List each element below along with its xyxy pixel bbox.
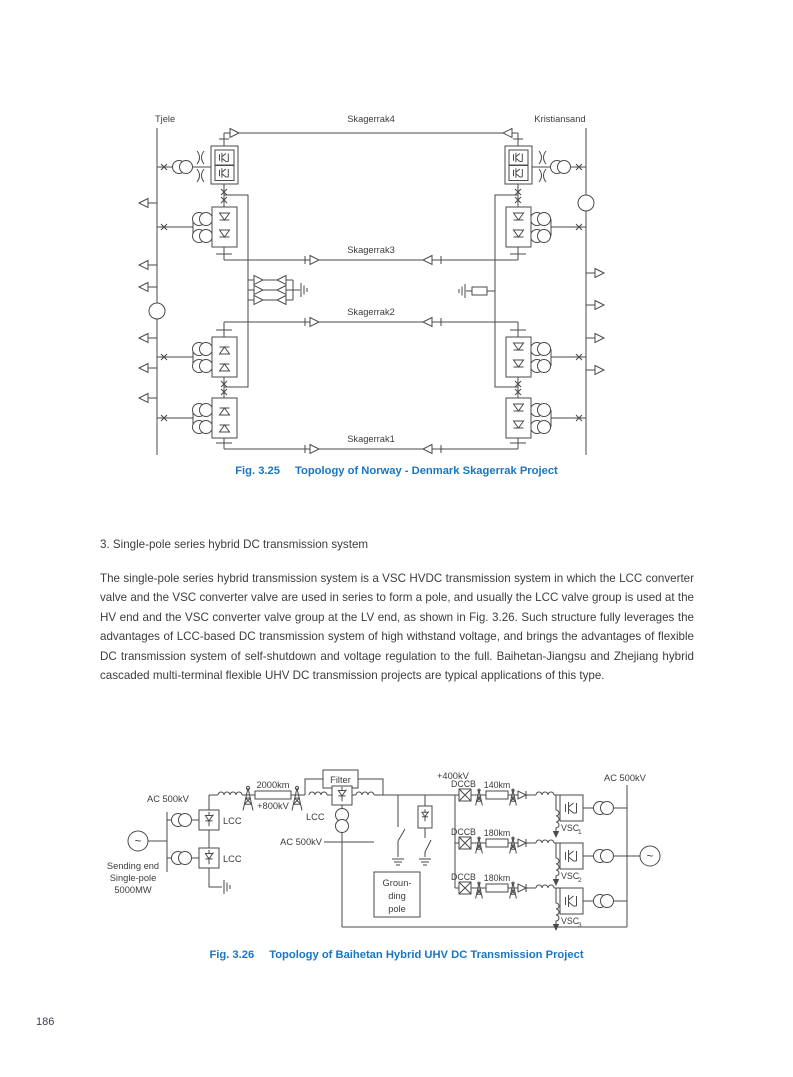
sending-label-3: 5000MW — [114, 885, 152, 895]
vsc-label-2: VSC — [561, 871, 580, 881]
body-paragraph: The single-pole series hybrid transmission system is a VSC HVDC transmission system in which the LCC converter valve and the VSC converter valve are used in series to form a pole, and usually the LCC valve group is used at the HV end and the VSC converter valve group at the LV end, as shown in Fig. 3.26. Such structure fully leverages the advantages of LCC-based DC transmission system of high withstand voltage, and brings the advantages of flexible DC transmission system of self-shutdown and voltage regulation to the full. Baihetan-Jiangsu and Zhejiang hybrid cascaded multi-terminal flexible UHV DC transmission projects are typical applications of this type. — [100, 572, 694, 683]
grounding-area — [374, 795, 432, 917]
hvdc-overhead-line — [209, 780, 305, 811]
branch-length-label-1: 140km — [483, 780, 511, 790]
fig-3-26-caption — [0, 949, 793, 961]
vsc-branch-3 — [451, 872, 627, 931]
sending-end — [107, 794, 242, 895]
lcc-converter-3-left — [157, 207, 237, 260]
vsc-label-1: VSC — [561, 823, 580, 833]
fig-3-25-caption-title: Topology of Norway - Denmark Skagerrak Project — [295, 465, 558, 477]
vsc-branch-2 — [451, 827, 627, 886]
ground-electrode-left — [248, 276, 307, 305]
dc-line-skagerrak1 — [224, 434, 518, 454]
page-number: 186 — [36, 1016, 55, 1028]
station-label-tjele: Tjele — [155, 114, 176, 124]
fig-3-26-caption-title: Topology of Baihetan Hybrid UHV DC Transmission Project — [269, 949, 584, 961]
line-label-skagerrak3: Skagerrak3 — [347, 245, 395, 255]
ac-source-symbol-left: ~ — [134, 836, 142, 848]
branch-length-label-2: 180km — [483, 828, 511, 838]
dc-line-skagerrak4 — [224, 114, 518, 138]
fig-3-25-caption-tag: Fig. 3.25 — [235, 465, 280, 477]
sending-label-1: Sending end — [106, 861, 160, 871]
dccb-label-3: DCCB — [451, 872, 476, 882]
grounding-pole-label-1: Groun- — [382, 878, 412, 888]
lcc-label-top: LCC — [223, 816, 242, 826]
ground-electrode-right — [459, 284, 495, 298]
vsc-sub-3: 3 — [578, 922, 582, 929]
bus-tjele — [139, 128, 165, 455]
filter-label: Filter — [330, 775, 351, 785]
dc-line-length-label: 2000km — [256, 780, 290, 790]
vsc-label-3: VSC — [561, 916, 580, 926]
ac-source-symbol-right: ~ — [646, 851, 654, 863]
lcc-converter-2-left — [157, 337, 237, 398]
station-label-kristiansand: Kristiansand — [534, 114, 586, 124]
lcc-label-bottom: LCC — [223, 854, 242, 864]
vsc-sub-2: 2 — [578, 877, 582, 884]
section-heading: 3. Single-pole series hybrid DC transmission system — [100, 538, 369, 551]
fig-3-26-caption-tag: Fig. 3.26 — [209, 949, 255, 961]
lcc-converter-2-right — [506, 337, 586, 398]
lcc-converter-1-right — [506, 398, 586, 449]
dccb-label-1: DCCB — [451, 779, 476, 789]
line-label-skagerrak4: Skagerrak4 — [347, 114, 395, 124]
branch-length-label-3: 180km — [483, 873, 511, 883]
grounding-pole-label-2: ding — [388, 891, 406, 901]
lcc-converter-3-right — [506, 207, 586, 260]
dc-line-skagerrak3 — [224, 245, 518, 265]
dccb-label-2: DCCB — [451, 827, 476, 837]
dc-line-voltage-label: +800kV — [257, 801, 289, 811]
receiving-lcc-stage — [280, 770, 455, 927]
sending-label-2: Single-pole — [109, 873, 157, 883]
bus-kristiansand — [578, 128, 604, 455]
sending-ac-label: AC 500kV — [147, 794, 189, 804]
receiving-lcc-label: LCC — [306, 812, 325, 822]
line-label-skagerrak1: Skagerrak1 — [347, 434, 395, 444]
vsc-sub-1: 1 — [578, 829, 582, 836]
fig-3-26-diagram — [95, 760, 675, 932]
fig-3-25-diagram — [128, 108, 673, 460]
grounding-pole-label-3: pole — [388, 904, 406, 914]
line-label-skagerrak2: Skagerrak2 — [347, 307, 395, 317]
receiving-ac-label: AC 500kV — [280, 837, 322, 847]
receiving-ac-right-label: AC 500kV — [604, 773, 646, 783]
fig-3-25-caption — [0, 465, 793, 477]
vsc-branch-1 — [451, 779, 627, 838]
dc-line-skagerrak2 — [216, 307, 526, 337]
mid-voltage-label: +400kV — [437, 771, 469, 781]
lcc-converter-1-left — [157, 398, 237, 449]
